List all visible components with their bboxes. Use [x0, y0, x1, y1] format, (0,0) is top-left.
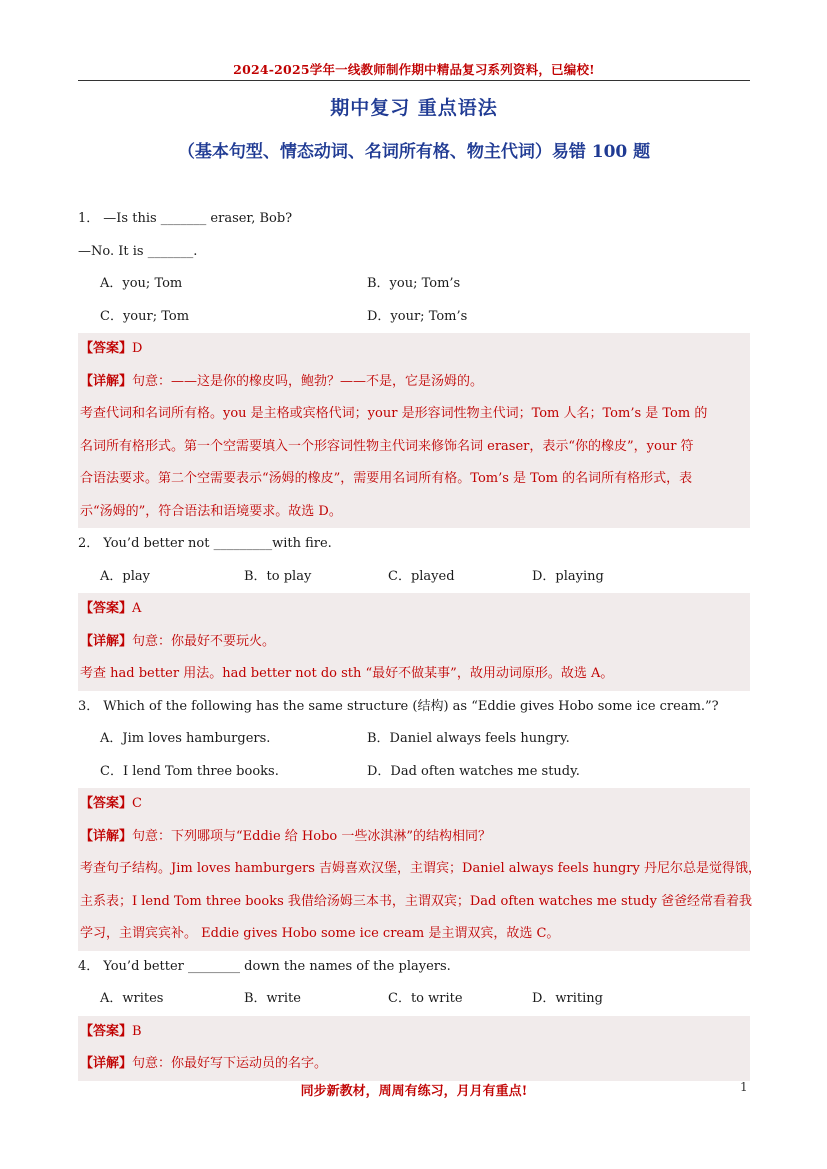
question-list — [78, 203, 761, 1081]
answer-block — [78, 593, 750, 691]
question-stem: 1． —Is this _______ eraser, Bob? — [78, 211, 293, 226]
explanation-line: 示“汤姆的”，符合语法和语境要求。故选 D。 — [80, 503, 342, 519]
explanation-line: 主系表；I lend Tom three books 我借给汤姆三本书，主谓双宾；Dad often watches me study 爸爸经常看着我 — [80, 893, 753, 909]
explanation-line: 名词所有格形式。第一个空需要填入一个形容词性物主代词来修饰名词 eraser，表示“你的橡皮”，your 符 — [80, 438, 694, 454]
answer-value: A — [132, 601, 142, 616]
header-divider — [78, 80, 750, 81]
option-b[interactable]: B．write — [244, 991, 301, 1006]
options-row — [78, 723, 750, 756]
question-stem-continued: —No. It is _______. — [78, 243, 198, 259]
explanation-line: 考查 had better 用法。had better not do sth “最好不做某事”，故用动词原形。故选 A。 — [80, 666, 614, 681]
answer-block — [78, 788, 761, 951]
explanation-line: 考查代词和名词所有格。you 是主格或宾格代词；your 是形容词性物主代词；Tom 人名；Tom’s 是 Tom 的 — [80, 406, 708, 421]
translation-line: 【详解】句意：你最好不要玩火。 — [80, 633, 276, 649]
answer-line: 【答案】B — [80, 1023, 142, 1039]
option-c[interactable]: C．to write — [388, 991, 463, 1006]
answer-line: 【答案】A — [80, 601, 142, 616]
page-subtitle: （基本句型、情态动词、名词所有格、物主代词）易错 100 题 — [177, 142, 651, 162]
option-a[interactable]: A．play — [100, 568, 150, 584]
explanation-line: 考查句子结构。Jim loves hamburgers 吉姆喜欢汉堡，主谓宾；Daniel always feels hungry 丹尼尔总是觉得饿， — [80, 861, 761, 876]
question-2 — [78, 528, 750, 691]
question-4 — [78, 951, 750, 1081]
header-banner: 2024-2025学年一线教师制作期中精品复习系列资料，已编校! — [233, 62, 595, 77]
explanation-line: 合语法要求。第二个空需要表示“汤姆的橡皮”，需要用名词所有格。Tom’s 是 Tom 的名词所有格形式，表 — [80, 471, 693, 486]
option-d[interactable]: D．writing — [532, 991, 603, 1006]
question-stem: 2． You’d better not _________with fire. — [78, 536, 332, 551]
options-row — [78, 268, 750, 301]
option-c[interactable]: C．played — [388, 568, 455, 584]
options-row — [78, 756, 750, 789]
page-title: 期中复习 重点语法 — [330, 97, 498, 119]
translation-line: 【详解】句意：你最好写下运动员的名字。 — [80, 1056, 328, 1071]
question-3 — [78, 691, 761, 951]
option-c[interactable]: C．I lend Tom three books. — [100, 763, 279, 779]
translation-line: 【详解】句意：——这是你的橡皮吗，鲍勃？——不是，它是汤姆的。 — [80, 373, 484, 389]
option-c[interactable]: C．your; Tom — [100, 308, 190, 324]
options-row — [78, 561, 750, 594]
option-d[interactable]: D．Dad often watches me study. — [367, 763, 580, 779]
answer-value: B — [132, 1023, 142, 1039]
option-d[interactable]: D．playing — [532, 568, 604, 584]
answer-line: 【答案】C — [80, 796, 142, 811]
question-stem: 4． You’d better ________ down the names of the players. — [78, 958, 451, 974]
option-d[interactable]: D．your; Tom’s — [367, 308, 468, 324]
answer-block — [78, 1016, 750, 1081]
answer-block — [78, 333, 750, 528]
question-stem: 3． Which of the following has the same structure (结构) as “Eddie gives Hobo some ice cream.”? — [78, 698, 719, 714]
option-a[interactable]: A．writes — [100, 991, 164, 1006]
option-a[interactable]: A．Jim loves hamburgers. — [100, 731, 271, 746]
options-row — [78, 301, 750, 334]
option-b[interactable]: B．you; Tom’s — [367, 276, 461, 291]
options-row — [78, 983, 750, 1016]
answer-value: D — [132, 341, 143, 356]
page-number: 1 — [740, 1080, 748, 1094]
option-a[interactable]: A．you; Tom — [100, 276, 183, 291]
answer-value: C — [132, 796, 142, 811]
option-b[interactable]: B．to play — [244, 568, 312, 584]
question-1 — [78, 203, 750, 528]
footer-slogan: 同步新教材，周周有练习，月月有重点! — [300, 1084, 528, 1099]
explanation-line: 学习，主谓宾宾补。 Eddie gives Hobo some ice cream 是主谓双宾，故选 C。 — [80, 926, 560, 941]
option-b[interactable]: B．Daniel always feels hungry. — [367, 731, 570, 746]
answer-line: 【答案】D — [80, 341, 143, 356]
translation-line: 【详解】句意：下列哪项与“Eddie 给 Hobo 一些冰淇淋”的结构相同？ — [80, 828, 492, 844]
